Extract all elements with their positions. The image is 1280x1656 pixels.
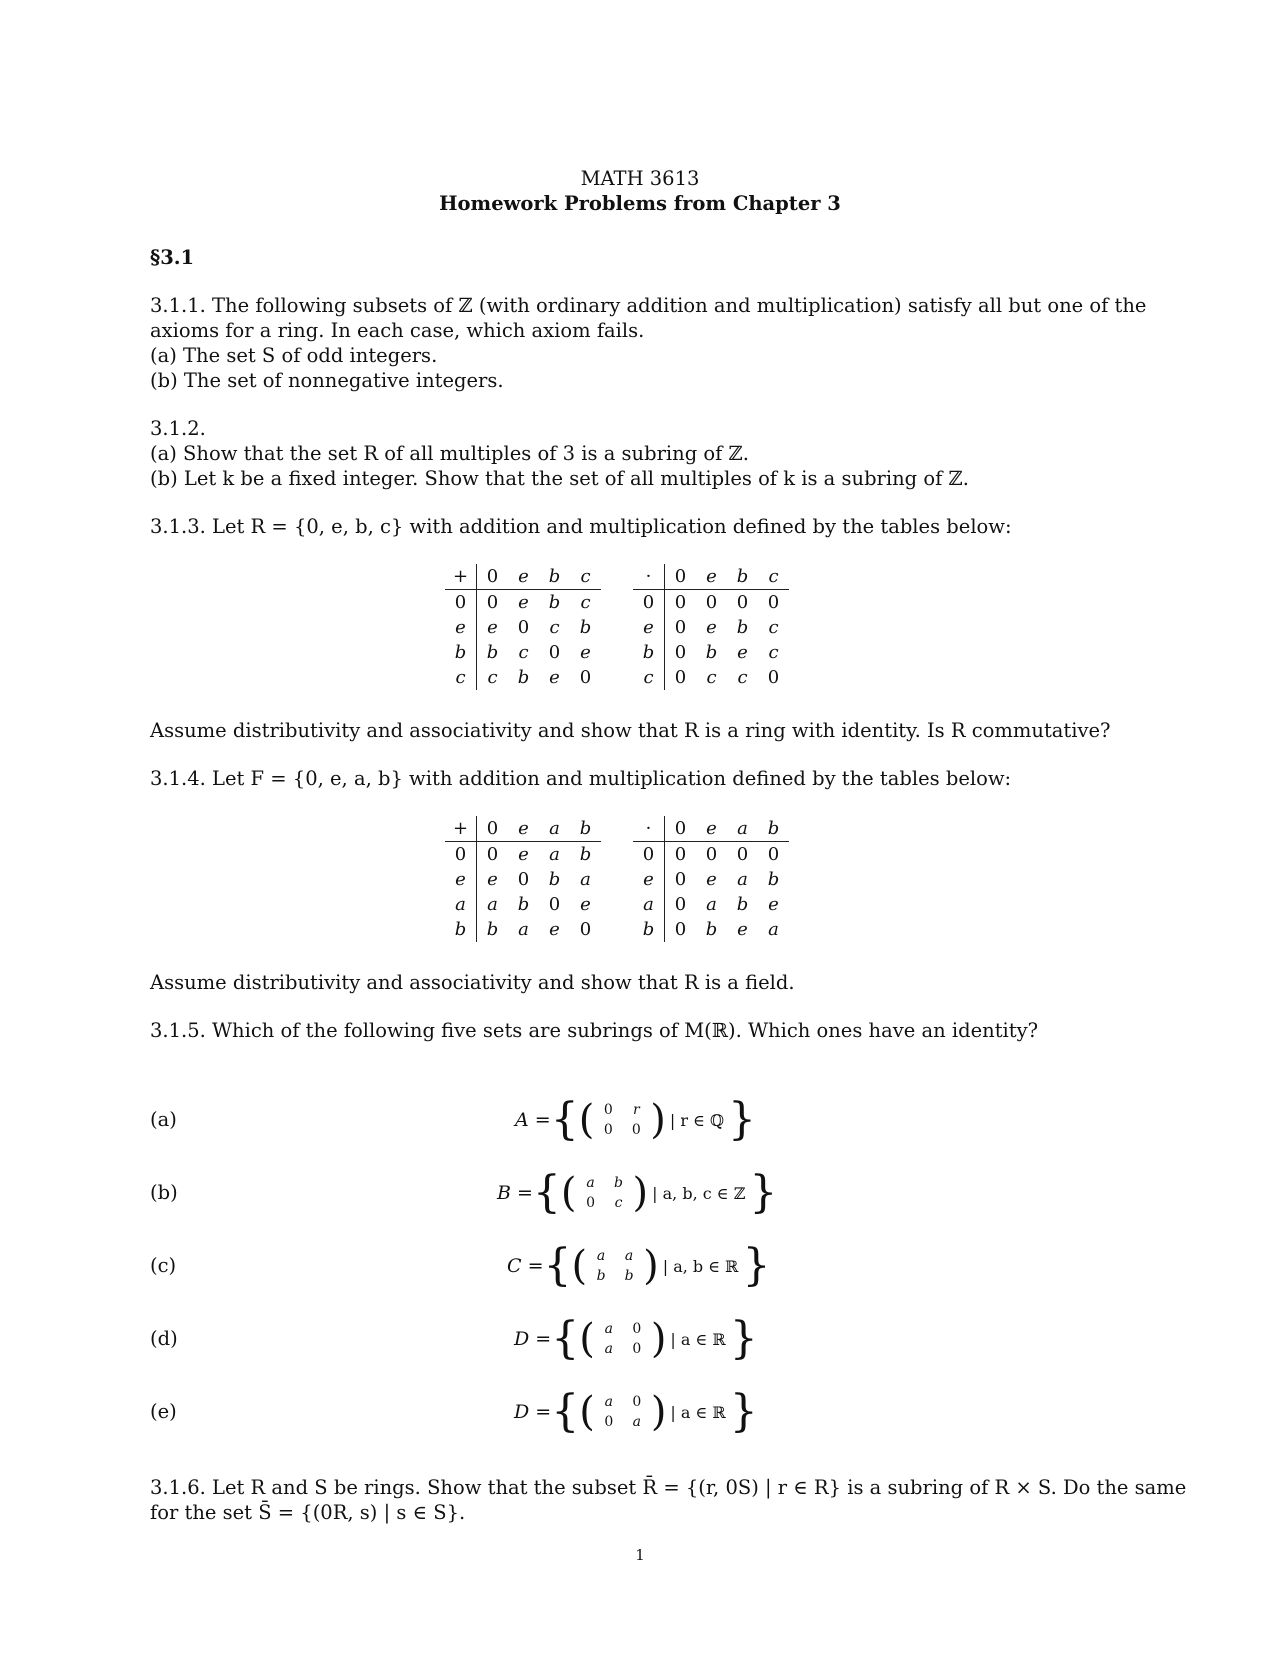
set-c-name: C = [507, 1255, 544, 1277]
problem-3-1-2-b: (b) Let k be a fixed integer. Show that the set of all multiples of k is a subring of ℤ. [150, 467, 969, 490]
set-b-label: (b) [150, 1181, 178, 1204]
addition-table-R: + 0 e b c 0 0 e b c e e 0 c b b b c 0 e c c b e 0 [445, 564, 601, 690]
set-c-label: (c) [150, 1254, 177, 1277]
set-e-definition: D = { ( a 0 0 a ) | a ∈ ℝ } [514, 1386, 758, 1437]
problem-3-1-6-line1: 3.1.6. Let R and S be rings. Show that the subset R̄ = {(r, 0S) | r ∈ R} is a subring of R × S. Do the same [150, 1476, 1187, 1499]
set-c-matrix: a a b b [596, 1248, 634, 1284]
set-e-matrix: a 0 0 a [604, 1394, 642, 1430]
set-b-matrix: a b 0 c [586, 1175, 624, 1211]
set-d-name: D = [514, 1328, 552, 1350]
section-heading: §3.1 [150, 246, 195, 269]
problem-3-1-3-intro: 3.1.3. Let R = {0, e, b, c} with addition and multiplication defined by the tables below: [150, 515, 1012, 538]
set-e-name: D = [514, 1401, 552, 1423]
set-d-definition: D = { ( a 0 a 0 ) | a ∈ ℝ } [514, 1313, 758, 1364]
page-number: 1 [635, 1546, 645, 1564]
set-a-condition: | r ∈ ℚ [669, 1110, 724, 1130]
set-a-name: A = [515, 1109, 551, 1131]
problem-3-1-1-line2: axioms for a ring. In each case, which axiom fails. [150, 319, 645, 342]
set-b-name: B = [497, 1182, 533, 1204]
set-a-definition: A = { ( 0 r 0 0 ) | r ∈ ℚ } [515, 1094, 756, 1145]
problem-3-1-2-a: (a) Show that the set R of all multiples of 3 is a subring of ℤ. [150, 442, 749, 465]
addition-table-F: + 0 e a b 0 0 e a b e e 0 b a a a b 0 e b b a e 0 [445, 816, 601, 942]
problem-3-1-4-intro: 3.1.4. Let F = {0, e, a, b} with addition and multiplication defined by the tables below: [150, 767, 1012, 790]
set-d-condition: | a ∈ ℝ [670, 1329, 726, 1349]
problem-3-1-6-line2: for the set S̄ = {(0R, s) | s ∈ S}. [150, 1501, 466, 1524]
problem-3-1-5-intro: 3.1.5. Which of the following five sets are subrings of M(ℝ). Which ones have an identity? [150, 1019, 1039, 1042]
set-d-matrix: a 0 a 0 [604, 1321, 642, 1357]
course-number: MATH 3613 [580, 167, 700, 190]
set-b-definition: B = { ( a b 0 c ) | a, b, c ∈ ℤ } [497, 1167, 778, 1218]
multiplication-table-F: · 0 e a b 0 0 0 0 0 e 0 e a b a 0 a b e b 0 b e a [633, 816, 789, 942]
set-b-condition: | a, b, c ∈ ℤ [652, 1183, 746, 1203]
page-title: Homework Problems from Chapter 3 [439, 192, 841, 215]
problem-3-1-3-question: Assume distributivity and associativity and show that R is a ring with identity. Is R commutative? [150, 719, 1111, 742]
set-a-matrix: 0 r 0 0 [603, 1102, 641, 1138]
problem-3-1-1-line1: 3.1.1. The following subsets of ℤ (with ordinary addition and multiplication) satisfy all but one of the [150, 294, 1147, 317]
set-d-label: (d) [150, 1327, 178, 1350]
set-e-condition: | a ∈ ℝ [670, 1402, 726, 1422]
problem-3-1-2-number: 3.1.2. [150, 417, 206, 440]
multiplication-table-R: · 0 e b c 0 0 0 0 0 e 0 e b c b 0 b e c c 0 c c 0 [633, 564, 789, 690]
set-c-condition: | a, b ∈ ℝ [662, 1256, 739, 1276]
problem-3-1-1-a: (a) The set S of odd integers. [150, 344, 438, 367]
problem-3-1-1-b: (b) The set of nonnegative integers. [150, 369, 504, 392]
set-e-label: (e) [150, 1400, 177, 1423]
problem-3-1-4-question: Assume distributivity and associativity and show that R is a field. [150, 971, 795, 994]
set-a-label: (a) [150, 1108, 177, 1131]
set-c-definition: C = { ( a a b b ) | a, b ∈ ℝ } [507, 1240, 771, 1291]
